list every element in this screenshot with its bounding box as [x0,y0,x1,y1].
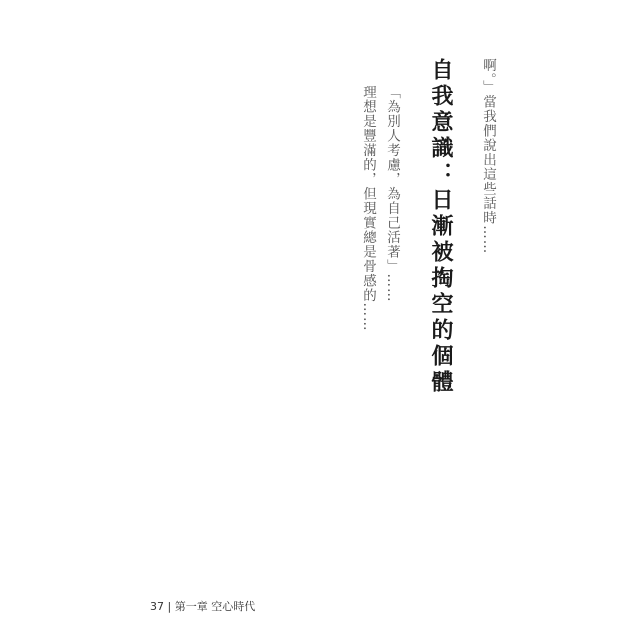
page-number: 37 [150,600,164,613]
paragraph-2: 理想是豐滿的，但現實總是骨感的…… [360,85,376,332]
page-footer [150,598,255,614]
paragraph-1: 「為別人考慮，為自己活著」…… [384,85,400,303]
footer-separator: | [167,600,172,613]
chapter-title: 第一章 空心時代 [174,600,256,613]
paragraph-intro: 啊。」當我們說出這些話時…… [480,58,496,255]
section-heading: 自我意識：日漸被掏空的個體 [428,58,453,396]
page-body [150,58,500,578]
